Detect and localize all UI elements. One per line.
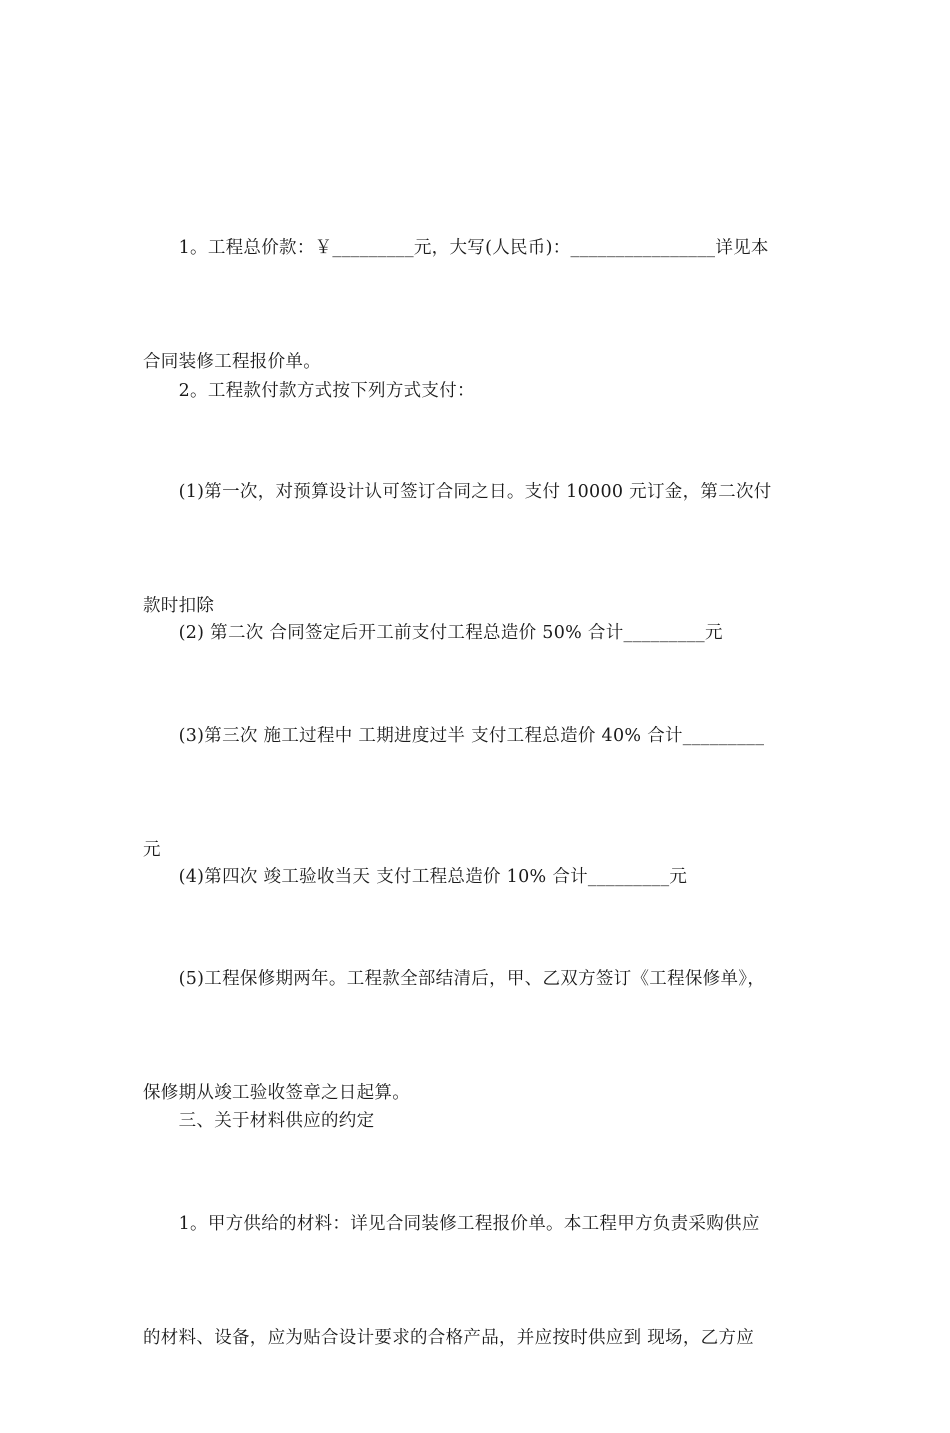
text-line: 1。工程总价款：￥_________元，大写(人民币)：________________详见本 <box>143 238 769 258</box>
text-line: 保修期从竣工验收签章之日起算。 <box>143 1083 410 1103</box>
text-line: (3)第三次 施工过程中 工期进度过半 支付工程总造价 40% 合计_________ <box>143 726 765 746</box>
text-line: (1)第一次，对预算设计认可签订合同之日。支付 10000 元订金，第二次付 <box>143 482 772 502</box>
text-line: (4)第四次 竣工验收当天 支付工程总造价 10% 合计_________元 <box>143 867 688 887</box>
text-line: 合同装修工程报价单。 <box>143 352 321 372</box>
text-line: 2。工程款付款方式按下列方式支付： <box>143 381 475 401</box>
text-line: (5)工程保修期两年。工程款全部结清后，甲、乙双方签订《工程保修单》， <box>143 969 766 989</box>
text-line: 元 <box>143 840 161 860</box>
text-line: 款时扣除 <box>143 596 215 616</box>
text-line: (2) 第二次 合同签定后开工前支付工程总造价 50% 合计_________元 <box>143 623 723 643</box>
clause-party-a-materials <box>143 1129 811 1433</box>
text-line: 三、关于材料供应的约定 <box>143 1111 375 1131</box>
text-line: 1。甲方供给的材料：详见合同装修工程报价单。本工程甲方负责采购供应 <box>143 1214 760 1234</box>
text-line: 的材料、设备，应为贴合设计要求的合格产品，并应按时供应到 现场，乙方应 <box>143 1328 755 1348</box>
